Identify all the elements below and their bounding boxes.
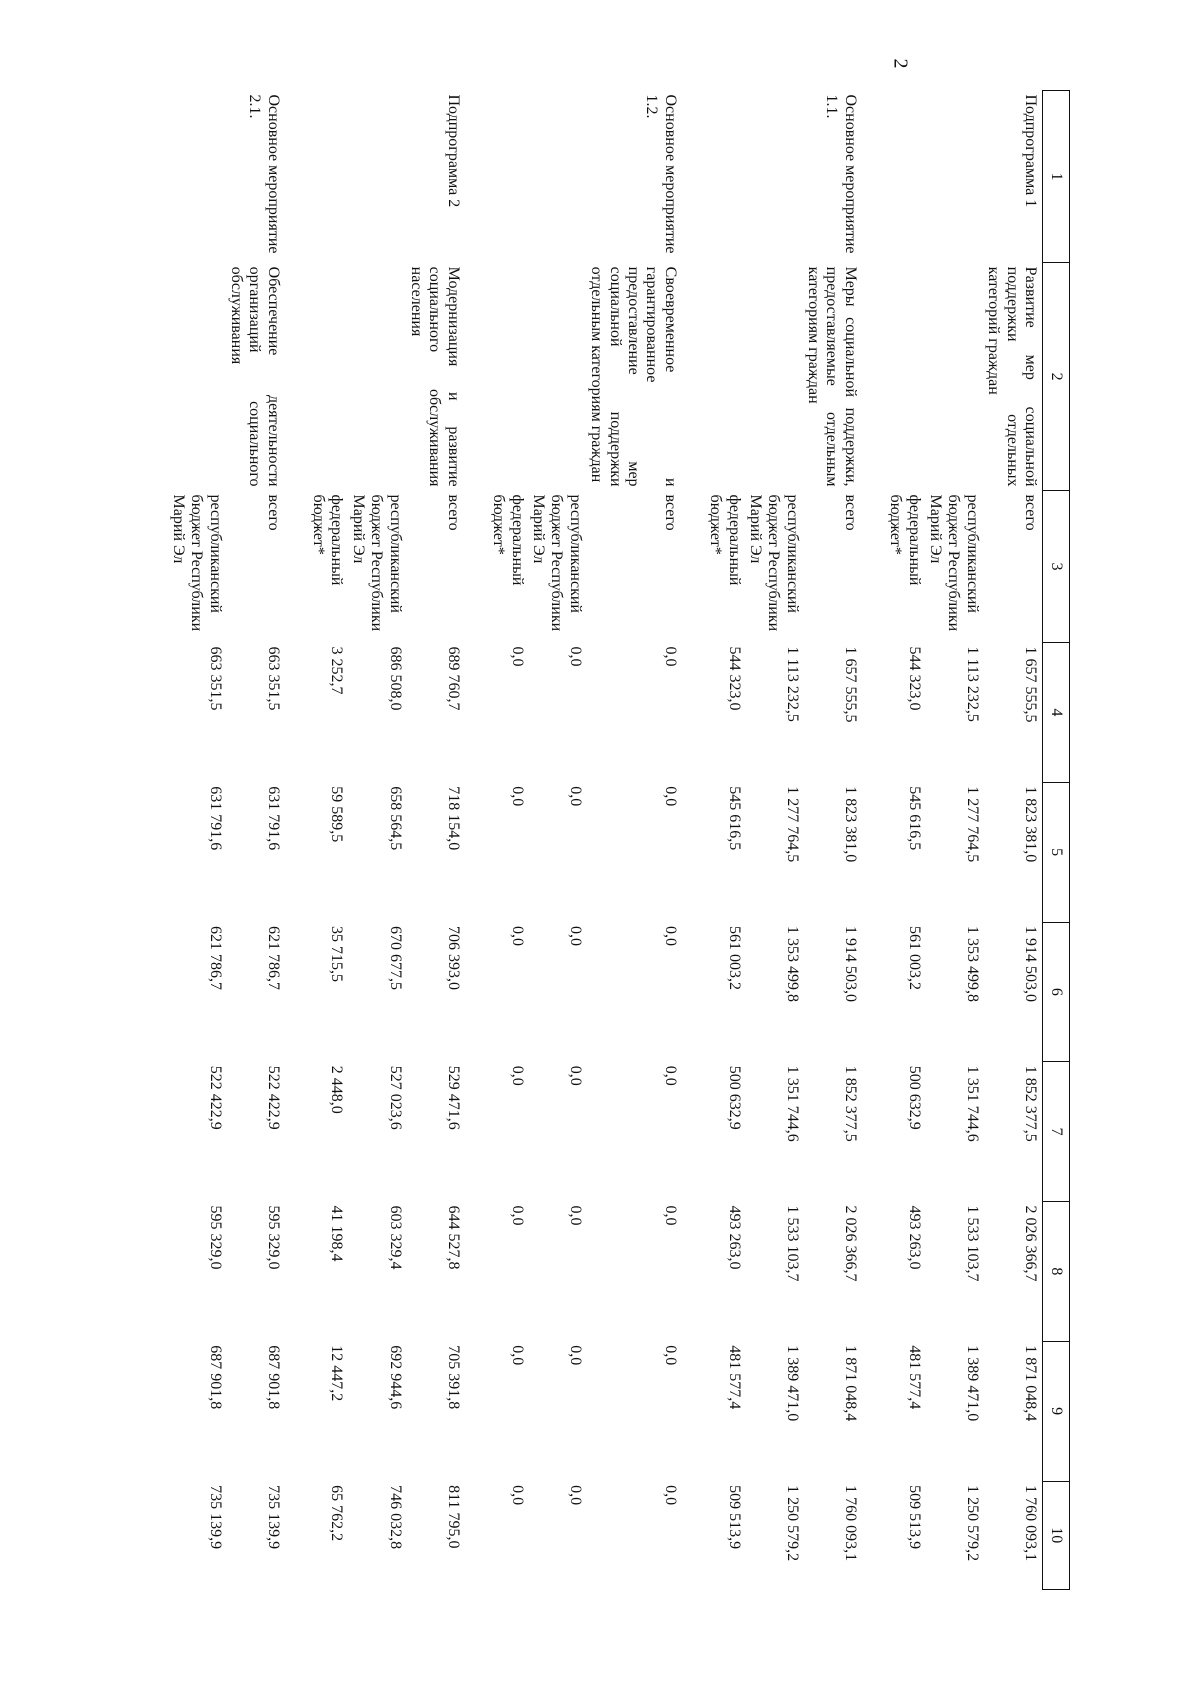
amount-cell: 0,0	[508, 1485, 526, 1506]
funding-source-cell: всего	[264, 494, 282, 531]
column-header: 2	[1043, 263, 1070, 491]
amount-cell: 544 323,0	[725, 646, 743, 711]
amount-cell: 1 657 555,5	[841, 646, 859, 723]
program-title-cell	[746, 263, 804, 491]
column-header: 7	[1043, 1062, 1070, 1202]
amount-cell: 545 616,5	[725, 786, 743, 851]
amount-cell: 687 901,8	[206, 1345, 224, 1410]
block-spacer	[465, 91, 489, 1590]
amount-cell: 735 139,9	[206, 1485, 224, 1550]
amount-cell: 595 329,0	[206, 1205, 224, 1270]
amount-cell: 0,0	[566, 1345, 584, 1366]
amount-cell: 631 791,6	[264, 786, 282, 851]
funding-source-cell: всего	[444, 494, 462, 531]
program-name-cell	[926, 91, 984, 263]
amount-cell: 0,0	[661, 1205, 679, 1226]
amount-cell: 621 786,7	[206, 926, 224, 990]
program-title-cell: Меры социальной поддержки, предоставляемые отдельным категориям граждан	[805, 266, 859, 487]
amount-cell: 481 577,4	[725, 1345, 743, 1410]
amount-cell: 1 277 764,5	[963, 786, 981, 863]
program-name-cell	[168, 91, 226, 263]
amount-cell: 644 527,8	[444, 1205, 462, 1270]
column-header: 5	[1043, 782, 1070, 922]
column-header: 10	[1043, 1481, 1070, 1589]
amount-cell: 561 003,2	[725, 926, 743, 990]
amount-cell: 1 353 499,8	[783, 926, 801, 1002]
amount-cell: 0,0	[508, 786, 526, 807]
amount-cell: 1 250 579,2	[783, 1485, 801, 1562]
program-name-cell	[489, 91, 529, 263]
program-name-cell	[746, 91, 804, 263]
amount-cell: 0,0	[566, 1065, 584, 1086]
amount-cell: 0,0	[508, 646, 526, 667]
funding-source-cell: всего	[1022, 494, 1039, 531]
amount-cell: 0,0	[661, 786, 679, 807]
column-header: 8	[1043, 1202, 1070, 1342]
program-title-cell	[309, 263, 349, 491]
amount-cell: 1 351 744,6	[783, 1065, 801, 1142]
funding-source-cell: федеральный бюджет*	[887, 494, 923, 586]
amount-cell: 0,0	[661, 926, 679, 946]
amount-cell: 0,0	[661, 1485, 679, 1506]
amount-cell: 0,0	[566, 1205, 584, 1226]
amount-cell: 0,0	[566, 786, 584, 807]
amount-cell: 663 351,5	[206, 646, 224, 711]
amount-cell: 1 852 377,5	[841, 1065, 859, 1142]
table-row	[926, 91, 984, 1590]
program-title-cell: Модернизация и развитие социального обслуживания населения	[408, 266, 462, 487]
spacer-cell	[862, 91, 886, 1590]
amount-cell: 705 391,8	[444, 1345, 462, 1410]
funding-source-cell: федеральный бюджет*	[490, 494, 526, 586]
amount-cell: 1 914 503,0	[841, 926, 859, 1002]
amount-cell: 3 252,7	[328, 646, 346, 695]
amount-cell: 0,0	[661, 1345, 679, 1366]
amount-cell: 509 513,9	[905, 1485, 923, 1550]
amount-cell: 545 616,5	[905, 786, 923, 851]
amount-cell: 0,0	[661, 646, 679, 667]
amount-cell: 529 471,6	[444, 1065, 462, 1130]
program-name-cell: Подпрограмма 2	[444, 94, 462, 208]
amount-cell: 509 513,9	[725, 1485, 743, 1550]
amount-cell: 12 447,2	[328, 1345, 346, 1402]
table-row	[984, 91, 1043, 1590]
column-header: 6	[1043, 922, 1070, 1062]
amount-cell: 544 323,0	[905, 646, 923, 711]
program-title-cell	[349, 263, 407, 491]
table-row	[407, 91, 465, 1590]
table-body	[168, 91, 1042, 1590]
amount-cell: 0,0	[508, 1205, 526, 1226]
amount-cell: 1 657 555,5	[1022, 646, 1039, 723]
table-row	[706, 91, 746, 1590]
amount-cell: 1 760 093,1	[1022, 1485, 1039, 1562]
program-name-cell: Основное мероприятие 1.2.	[643, 94, 679, 254]
program-title-cell: Развитие мер социальной поддержки отдельных категорий граждан	[985, 266, 1039, 487]
funding-source-cell: всего	[841, 494, 859, 531]
amount-cell: 0,0	[566, 926, 584, 946]
amount-cell: 706 393,0	[444, 926, 462, 990]
amount-cell: 41 198,4	[328, 1205, 346, 1262]
spacer-cell	[465, 91, 489, 1590]
header-row	[1043, 91, 1070, 1590]
funding-source-cell: республиканский бюджет Республики Марий Эл	[530, 494, 584, 632]
table-row	[886, 91, 926, 1590]
column-header: 3	[1043, 491, 1070, 643]
amount-cell: 663 351,5	[264, 646, 282, 711]
amount-cell: 500 632,9	[725, 1065, 743, 1130]
amount-cell: 493 263,0	[725, 1205, 743, 1270]
program-title-cell	[926, 263, 984, 491]
table-row	[309, 91, 349, 1590]
amount-cell: 522 422,9	[264, 1065, 282, 1130]
amount-cell: 35 715,5	[328, 926, 346, 982]
funding-source-cell: республиканский бюджет Республики Марий Эл	[349, 494, 404, 632]
amount-cell: 500 632,9	[905, 1065, 923, 1130]
amount-cell: 1 871 048,4	[841, 1345, 859, 1422]
program-name-cell	[309, 91, 349, 263]
funding-source-cell: республиканский бюджет Республики Марий Эл	[169, 494, 224, 632]
amount-cell: 522 422,9	[206, 1065, 224, 1130]
amount-cell: 631 791,6	[206, 786, 224, 851]
budget-table	[168, 90, 1070, 1590]
table-row	[168, 91, 226, 1590]
program-title-cell	[489, 263, 529, 491]
program-name-cell: Подпрограмма 1	[1022, 94, 1039, 208]
program-title-cell	[886, 263, 926, 491]
amount-cell: 1 914 503,0	[1022, 926, 1039, 1002]
amount-cell: 0,0	[661, 1065, 679, 1086]
program-name-cell: Основное мероприятие 2.1.	[246, 94, 282, 254]
table-row	[227, 91, 285, 1590]
amount-cell: 527 023,6	[386, 1065, 404, 1130]
amount-cell: 2 448,0	[328, 1065, 346, 1114]
amount-cell: 686 508,0	[386, 646, 404, 711]
table-row	[587, 91, 682, 1590]
table-row	[804, 91, 862, 1590]
block-spacer	[862, 91, 886, 1590]
amount-cell: 687 901,8	[264, 1345, 282, 1410]
program-title-cell	[168, 263, 226, 491]
table-row	[489, 91, 529, 1590]
amount-cell: 811 795,0	[444, 1485, 462, 1549]
amount-cell: 735 139,9	[264, 1485, 282, 1550]
program-title-cell: Своевременное и гарантированное предоставление мер социальной поддержки отдельным категориям граждан	[588, 266, 679, 487]
amount-cell: 2 026 366,7	[1022, 1205, 1039, 1282]
column-header: 1	[1043, 91, 1070, 263]
amount-cell: 0,0	[508, 926, 526, 946]
amount-cell: 0,0	[566, 1485, 584, 1506]
amount-cell: 718 154,0	[444, 786, 462, 851]
amount-cell: 2 026 366,7	[841, 1205, 859, 1282]
amount-cell: 1 353 499,8	[963, 926, 981, 1002]
amount-cell: 0,0	[508, 1345, 526, 1366]
funding-source-cell: республиканский бюджет Республики Марий Эл	[927, 494, 981, 632]
rotated-table-wrapper	[169, 90, 1070, 1590]
program-name-cell: Основное мероприятие 1.1.	[823, 94, 859, 254]
amount-cell: 0,0	[508, 1065, 526, 1086]
amount-cell: 1 277 764,5	[783, 786, 801, 863]
amount-cell: 621 786,7	[264, 926, 282, 990]
table-row	[529, 91, 587, 1590]
spacer-cell	[285, 91, 309, 1590]
amount-cell: 561 003,2	[905, 926, 923, 990]
amount-cell: 481 577,4	[905, 1345, 923, 1410]
amount-cell: 1 113 232,5	[783, 646, 801, 722]
funding-source-cell: республиканский бюджет Республики Марий Эл	[746, 494, 801, 632]
program-name-cell	[706, 91, 746, 263]
amount-cell: 0,0	[566, 646, 584, 667]
amount-cell: 1 250 579,2	[963, 1485, 981, 1562]
amount-cell: 1 389 471,0	[963, 1345, 981, 1422]
amount-cell: 1 852 377,5	[1022, 1065, 1039, 1142]
amount-cell: 1 533 103,7	[963, 1205, 981, 1282]
amount-cell: 658 564,5	[386, 786, 404, 851]
block-spacer	[285, 91, 309, 1590]
amount-cell: 689 760,7	[444, 646, 462, 711]
page-number: 2	[889, 58, 912, 69]
amount-cell: 1 533 103,7	[783, 1205, 801, 1282]
column-header: 4	[1043, 642, 1070, 782]
amount-cell: 59 589,5	[328, 786, 346, 843]
amount-cell: 1 351 744,6	[963, 1065, 981, 1142]
program-title-cell	[529, 263, 587, 491]
table-row	[746, 91, 804, 1590]
program-title-cell	[706, 263, 746, 491]
program-name-cell	[886, 91, 926, 263]
spacer-cell	[682, 91, 706, 1590]
program-name-cell	[529, 91, 587, 263]
funding-source-cell: федеральный бюджет*	[707, 494, 743, 586]
amount-cell: 493 263,0	[905, 1205, 923, 1270]
amount-cell: 1 113 232,5	[963, 646, 981, 722]
amount-cell: 1 823 381,0	[1022, 786, 1039, 863]
amount-cell: 1 823 381,0	[841, 786, 859, 863]
funding-source-cell: федеральный бюджет*	[310, 494, 346, 586]
block-spacer	[682, 91, 706, 1590]
amount-cell: 595 329,0	[264, 1205, 282, 1270]
amount-cell: 65 762,2	[328, 1485, 346, 1542]
program-name-cell	[349, 91, 407, 263]
funding-source-cell: всего	[661, 494, 679, 531]
amount-cell: 1 760 093,1	[841, 1485, 859, 1562]
program-title-cell: Обеспечение деятельности организаций социального обслуживания	[227, 266, 282, 487]
column-header: 9	[1043, 1341, 1070, 1481]
amount-cell: 670 677,5	[386, 926, 404, 990]
amount-cell: 692 944,6	[386, 1345, 404, 1410]
amount-cell: 603 329,4	[386, 1205, 404, 1270]
amount-cell: 746 032,8	[386, 1485, 404, 1550]
amount-cell: 1 389 471,0	[783, 1345, 801, 1422]
amount-cell: 1 871 048,4	[1022, 1345, 1039, 1422]
table-row	[349, 91, 407, 1590]
